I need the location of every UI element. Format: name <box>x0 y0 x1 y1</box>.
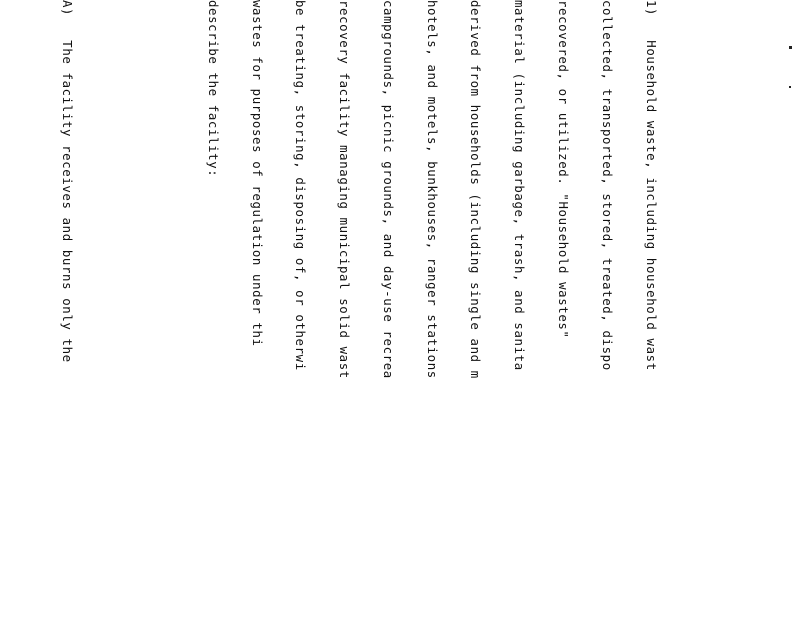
text-line: wastes for purposes of regulation under thi <box>249 0 265 347</box>
text-line: collected, transported, stored, treated, dispo <box>599 0 615 371</box>
text-line: describe the facility: <box>205 0 221 178</box>
paragraph-A <box>30 0 103 618</box>
scan-speck <box>789 86 791 88</box>
text-line: material (including garbage, trash, and sanita <box>512 0 528 371</box>
text-line: be treating, storing, disposing of, or otherwi <box>293 0 309 371</box>
text-line: hotels, and motels, bunkhouses, ranger stations <box>424 0 440 379</box>
text-line: campgrounds, picnic grounds, and day-use recrea <box>380 0 396 379</box>
text-line: A) The facility receives and burns only the <box>59 0 75 363</box>
text-line: derived from households (including single and m <box>468 0 484 379</box>
paragraph-1 <box>176 0 687 618</box>
text-line: recovered, or utilized. "Household wastes" <box>556 0 572 339</box>
text-line: recovery facility managing municipal solid wast <box>337 0 353 379</box>
text-line: 1) Household waste, including household wast <box>643 0 659 371</box>
scan-speck <box>789 46 792 49</box>
